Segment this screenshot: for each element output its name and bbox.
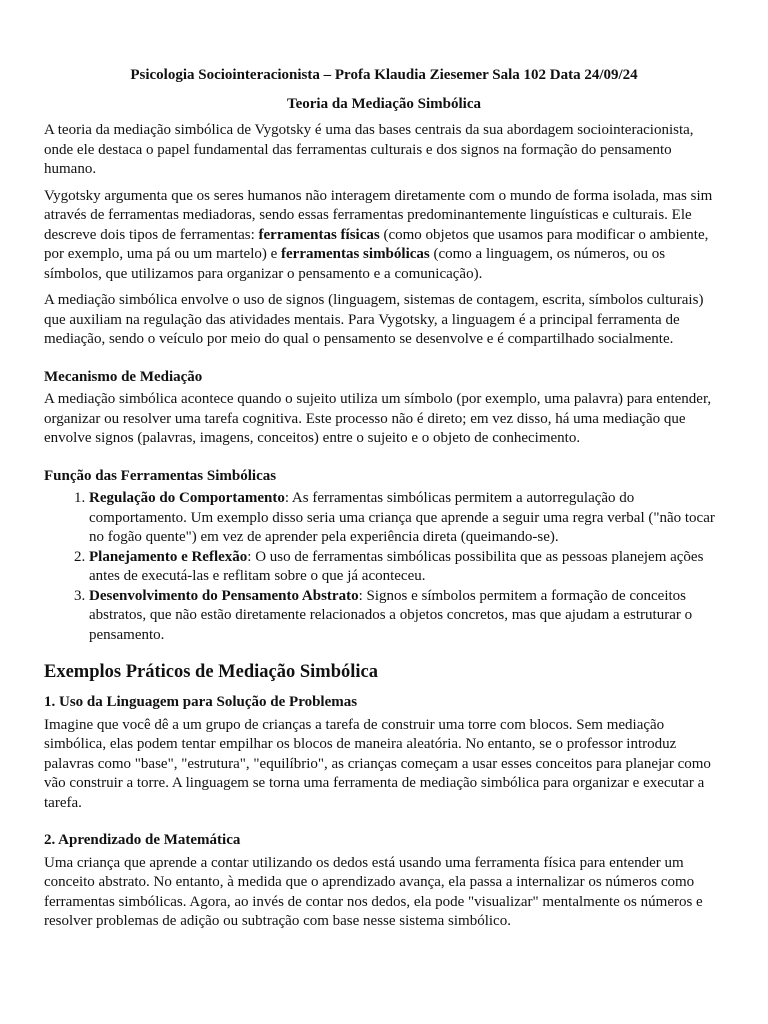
document-title: Teoria da Mediação Simbólica [286, 95, 482, 112]
heading-exemplo-1: 1. Uso da Linguagem para Solução de Problemas [44, 694, 358, 710]
intro-paragraph-2-part-1: Vygotsky argumenta que os seres humanos não interagem diretamente com o mundo de forma isolada, mas sim através de ferramentas mediadoras, sendo essas ferramentas predominantemente linguísticas e culturais. Ele descreve dois tipos de ferramentas: [44, 187, 713, 243]
intro-paragraph-2-part-3: (como a linguagem, os números, ou os símbolos, que utilizamos para organizar o pensamento e a comunicação). [44, 246, 666, 282]
list-item-title: Regulação do Comportamento [89, 490, 285, 506]
heading-exemplo-2: 2. Aprendizado de Matemática [44, 832, 241, 848]
document-header: Psicologia Sociointeracionista – Profa Klaudia Ziesemer Sala 102 Data 24/09/24 [130, 67, 638, 83]
intro-paragraph-3: A mediação simbólica envolve o uso de signos (linguagem, sistemas de contagem, escrita, símbolos culturais) que auxiliam na regulação das atividades mentais. Para Vygotsky, a linguagem é a principal ferramenta de mediação, sendo o veículo por meio do qual o pensamento se desenvolve e é compartilhado socialmente. [44, 292, 704, 347]
list-item [89, 489, 724, 548]
intro-paragraph-2 [44, 187, 724, 285]
list-item-title: Planejamento e Reflexão [89, 548, 248, 565]
list-item-text: : O uso de ferramentas simbólicas possibilita que as pessoas planejem ações antes de executá-las e reflitam sobre o que já aconteceu. [89, 548, 704, 584]
list-item-text: : As ferramentas simbólicas permitem a autorregulação do comportamento. Um exemplo disso seria uma criança que aprende a seguir uma regra verbal ("não tocar no fogão quente") em vez de aprender pela experiência direta (queimando-se). [89, 490, 715, 545]
heading-mecanismo: Mecanismo de Mediação [44, 368, 203, 385]
list-item-text: : Signos e símbolos permitem a formação de conceitos abstratos, que não estão diretamente relacionados a objetos concretos, mas que ajudam a estruturar o pensamento. [89, 587, 693, 643]
term-ferramentas-simbolicas: ferramentas simbólicas [281, 246, 430, 262]
intro-paragraph-1: A teoria da mediação simbólica de Vygotsky é uma das bases centrais da sua abordagem sociointeracionista, onde ele destaca o papel fundamental das ferramentas culturais e dos signos na formação do pensamento humano. [44, 122, 694, 177]
list-item-title: Desenvolvimento do Pensamento Abstrato [89, 587, 359, 604]
exemplo-2-paragraph: Uma criança que aprende a contar utilizando os dedos está usando uma ferramenta física para entender um conceito abstrato. No entanto, à medida que o aprendizado avança, ela passa a internalizar os números como ferramentas simbólicas. Agora, ao invés de contar nos dedos, ela pode "visualizar" mentalmente os números e resolver problemas de adição ou subtração com base nesse sistema simbólico. [44, 854, 703, 929]
intro-paragraph-2-part-2: (como objetos que usamos para modificar o ambiente, por exemplo, uma pá ou um martelo) e [44, 226, 709, 262]
mecanismo-paragraph: A mediação simbólica acontece quando o sujeito utiliza um símbolo (por exemplo, uma palavra) para entender, organizar ou resolver uma tarefa cognitiva. Este processo não é direto; em vez disso, há uma mediação que envolve signos (palavras, imagens, conceitos) entre o sujeito e o objeto de conhecimento. [44, 391, 712, 446]
document-page [44, 66, 724, 932]
heading-funcao: Função das Ferramentas Simbólicas [44, 467, 277, 484]
list-item [89, 587, 724, 646]
exemplo-1-paragraph: Imagine que você dê a um grupo de crianças a tarefa de construir uma torre com blocos. Sem mediação simbólica, elas podem tentar empilhar os blocos de maneira aleatória. No entanto, se o professor introduz palavras como "base", "estrutura", "equilíbrio", as crianças começam a usar esses conceitos para planejar como vão construir a torre. A linguagem se torna uma ferramenta de mediação simbólica para organizar e executar a tarefa. [44, 716, 711, 811]
term-ferramentas-fisicas: ferramentas físicas [258, 226, 380, 243]
list-item [89, 548, 724, 587]
funcao-list [44, 489, 724, 645]
heading-exemplos: Exemplos Práticos de Mediação Simbólica [44, 662, 378, 682]
